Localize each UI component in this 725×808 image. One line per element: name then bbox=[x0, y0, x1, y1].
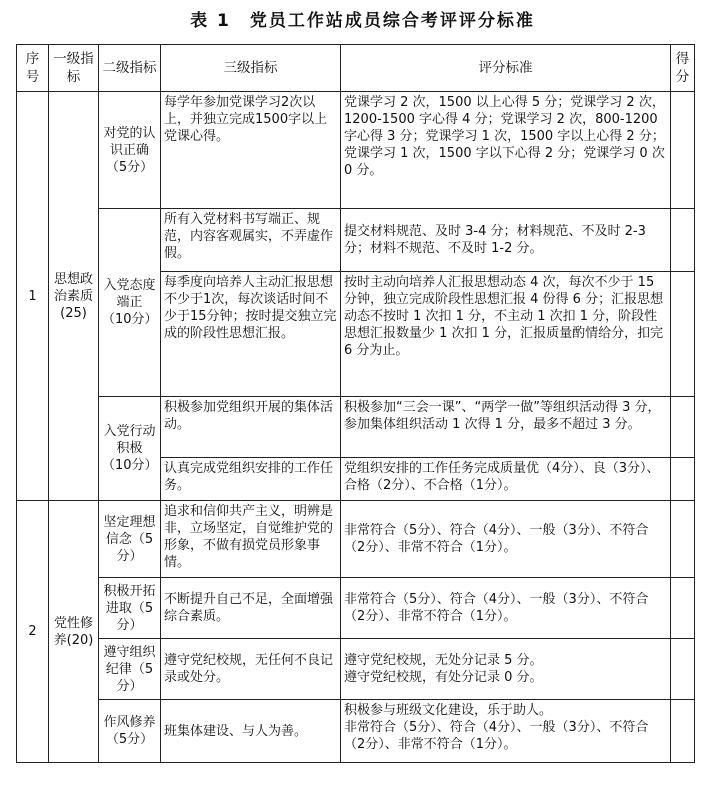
header-level3: 三级指标 bbox=[161, 45, 341, 92]
header-no: 序号 bbox=[17, 45, 49, 92]
table-row bbox=[17, 397, 695, 458]
scoring-criteria: 党组织安排的工作任务完成质量优（4分）、良（3分）、合格（2分）、不合格（1分）。 bbox=[341, 458, 671, 501]
scoring-criteria: 非常符合（5分）、符合（4分）、一般（3分）、不符合（2分）、非常不符合（1分）。 bbox=[341, 501, 671, 578]
level2-indicator: 入党行动积极（10分） bbox=[99, 397, 161, 501]
level2-indicator: 入党态度端正（10分） bbox=[99, 209, 161, 397]
header-criteria: 评分标准 bbox=[341, 45, 671, 92]
scoring-criteria: 积极参加“三会一课”、“两学一做”等组织活动得 3 分，参加集体组织活动 1 次得 1 分，最多不超过 3 分。 bbox=[341, 397, 671, 458]
table-row bbox=[17, 209, 695, 272]
score-cell bbox=[671, 397, 695, 458]
score-cell bbox=[671, 639, 695, 700]
level3-indicator: 班集体建设、与人为善。 bbox=[161, 700, 341, 763]
level3-indicator: 认真完成党组织安排的工作任务。 bbox=[161, 458, 341, 501]
level3-indicator: 积极参加党组织开展的集体活动。 bbox=[161, 397, 341, 458]
level2-indicator: 对党的认识正确（5分） bbox=[99, 92, 161, 209]
header-row bbox=[17, 45, 695, 92]
table-row bbox=[17, 92, 695, 209]
scoring-criteria: 提交材料规范、及时 3-4 分；材料规范、不及时 2-3 分；材料不规范、不及时 1-2 分。 bbox=[341, 209, 671, 272]
scoring-criteria: 遵守党纪校规，无处分记录 5 分。 遵守党纪校规，有处分记录 0 分。 bbox=[341, 639, 671, 700]
table-row bbox=[17, 700, 695, 763]
level1-indicator: 党性修养(20) bbox=[49, 501, 99, 763]
table-row bbox=[17, 639, 695, 700]
level3-indicator: 每学年参加党课学习2次以上，并独立完成1500字以上党课心得。 bbox=[161, 92, 341, 209]
table-row bbox=[17, 578, 695, 639]
level3-indicator: 所有入党材料书写端正、规范，内容客观属实，不弄虚作假。 bbox=[161, 209, 341, 272]
level2-indicator: 坚定理想信念（5分） bbox=[99, 501, 161, 578]
level2-indicator: 遵守组织纪律（5分） bbox=[99, 639, 161, 700]
level2-indicator: 积极开拓进取（5分） bbox=[99, 578, 161, 639]
header-score: 得分 bbox=[671, 45, 695, 92]
score-cell bbox=[671, 458, 695, 501]
level2-indicator: 作风修养（5分） bbox=[99, 700, 161, 763]
scoring-criteria: 按时主动向培养人汇报思想动态 4 次，每次不少于 15 分钟，独立完成阶段性思想汇报 4 份得 6 分；汇报思想动态不按时 1 次扣 1 分，不主动 1 次扣 1 分，阶段性思想汇报数量少 1 次扣 1 分，汇报质量酌情给分，扣完 6 分为止。 bbox=[341, 272, 671, 397]
level3-indicator: 遵守党纪校规，无任何不良记录或处分。 bbox=[161, 639, 341, 700]
level3-indicator: 追求和信仰共产主义，明辨是非，立场坚定，自觉维护党的形象，不做有损党员形象事情。 bbox=[161, 501, 341, 578]
scoring-table bbox=[16, 44, 695, 763]
table-row bbox=[17, 501, 695, 578]
scoring-criteria: 积极参与班级文化建设，乐于助人。 非常符合（5分）、符合（4分）、一般（3分）、不符合（2分）、非常不符合（1分）。 bbox=[341, 700, 671, 763]
level1-indicator: 思想政治素质(25) bbox=[49, 92, 99, 501]
level3-indicator: 每季度向培养人主动汇报思想不少于1次，每次谈话时间不少于15分钟；按时提交独立完成的阶段性思想汇报。 bbox=[161, 272, 341, 397]
section-no: 1 bbox=[17, 92, 49, 501]
score-cell bbox=[671, 700, 695, 763]
section-no: 2 bbox=[17, 501, 49, 763]
header-level2: 二级指标 bbox=[99, 45, 161, 92]
table-title: 表 1 党员工作站成员综合考评评分标准 bbox=[190, 11, 535, 31]
score-cell bbox=[671, 501, 695, 578]
score-cell bbox=[671, 272, 695, 397]
score-cell bbox=[671, 92, 695, 209]
scoring-criteria: 非常符合（5分）、符合（4分）、一般（3分）、不符合（2分）、非常不符合（1分）。 bbox=[341, 578, 671, 639]
level3-indicator: 不断提升自己不足，全面增强综合素质。 bbox=[161, 578, 341, 639]
scoring-criteria: 党课学习 2 次，1500 以上心得 5 分；党课学习 2 次，1200-1500 字心得 4 分；党课学习 2 次，800-1200 字心得 3 分；党课学习 1 次，1500 字以上心得 2 分；党课学习 1 次，1500 字以下心得 2 分；党课学习 0 次 0 分。 bbox=[341, 92, 671, 209]
score-cell bbox=[671, 209, 695, 272]
header-level1: 一级指标 bbox=[49, 45, 99, 92]
score-cell bbox=[671, 578, 695, 639]
